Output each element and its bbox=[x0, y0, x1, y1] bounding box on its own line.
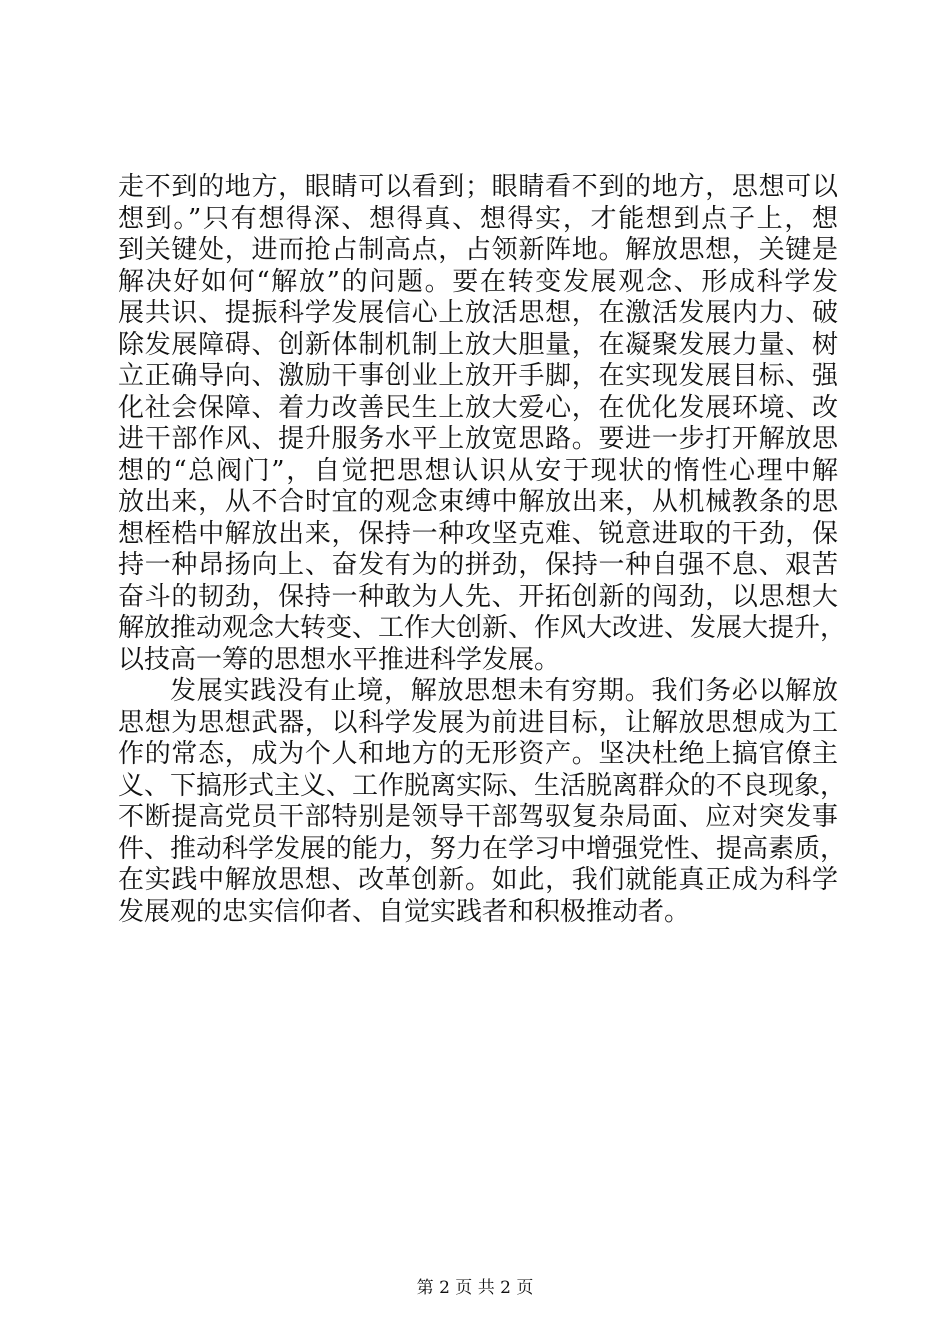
text-line: 发展观的忠实信仰者、自觉实践者和积极推动者。 bbox=[118, 896, 691, 927]
text-line: 想桎梏中解放出来，保持一种攻坚克难、锐意进取的干劲，保 bbox=[118, 518, 838, 549]
text-line: 不断提高党员干部特别是领导干部驾驭复杂局面、应对突发事 bbox=[118, 802, 838, 832]
text-line: 解决好如何“解放”的问题。要在转变发展观念、形成科学发 bbox=[118, 266, 838, 297]
text-line: 持一种昂扬向上、奋发有为的拼劲，保持一种自强不息、艰苦 bbox=[118, 550, 838, 580]
text-line: 想到。”只有想得深、想得真、想得实，才能想到点子上，想 bbox=[118, 203, 838, 234]
text-line: 想的“总阀门”，自觉把思想认识从安于现状的惰性心理中解 bbox=[118, 455, 838, 486]
text-line: 思想为思想武器，以科学发展为前进目标，让解放思想成为工 bbox=[118, 707, 838, 738]
text-line: 走不到的地方，眼睛可以看到；眼睛看不到的地方，思想可以 bbox=[118, 172, 838, 202]
text-line: 在实践中解放思想、改革创新。如此，我们就能真正成为科学 bbox=[118, 865, 838, 895]
paragraph-1 bbox=[118, 172, 847, 676]
text-line: 作的常态，成为个人和地方的无形资产。坚决杜绝上搞官僚主 bbox=[118, 739, 838, 769]
text-line: 化社会保障、着力改善民生上放大爱心，在优化发展环境、改 bbox=[118, 392, 838, 423]
text-line: 立正确导向、激励干事创业上放开手脚，在实现发展目标、强 bbox=[118, 361, 838, 391]
text-line: 件、推动科学发展的能力，努力在学习中增强党性、提高素质， bbox=[118, 833, 847, 864]
text-line: 发展实践没有止境，解放思想未有穷期。我们务必以解放 bbox=[170, 676, 838, 706]
text-line: 义、下搞形式主义、工作脱离实际、生活脱离群众的不良现象， bbox=[118, 770, 847, 801]
text-line: 除发展障碍、创新体制机制上放大胆量，在凝聚发展力量、树 bbox=[118, 329, 838, 360]
paragraph-2 bbox=[118, 676, 847, 928]
text-line: 解放推动观念大转变、工作大创新、作风大改进、发展大提升， bbox=[118, 613, 847, 643]
text-line: 到关键处，进而抢占制高点，占领新阵地。解放思想，关键是 bbox=[118, 235, 838, 265]
page-number-footer: 第 2 页 共 2 页 bbox=[416, 1278, 534, 1298]
text-line: 进干部作风、提升服务水平上放宽思路。要进一步打开解放思 bbox=[118, 424, 838, 454]
text-line: 展共识、提振科学发展信心上放活思想，在激活发展内力、破 bbox=[118, 298, 838, 328]
document-body bbox=[118, 172, 847, 928]
text-line: 以技高一筹的思想水平推进科学发展。 bbox=[118, 644, 561, 675]
text-line: 放出来，从不合时宜的观念束缚中解放出来，从机械教条的思 bbox=[118, 487, 838, 517]
text-line: 奋斗的韧劲，保持一种敢为人先、开拓创新的闯劲，以思想大 bbox=[118, 581, 838, 612]
